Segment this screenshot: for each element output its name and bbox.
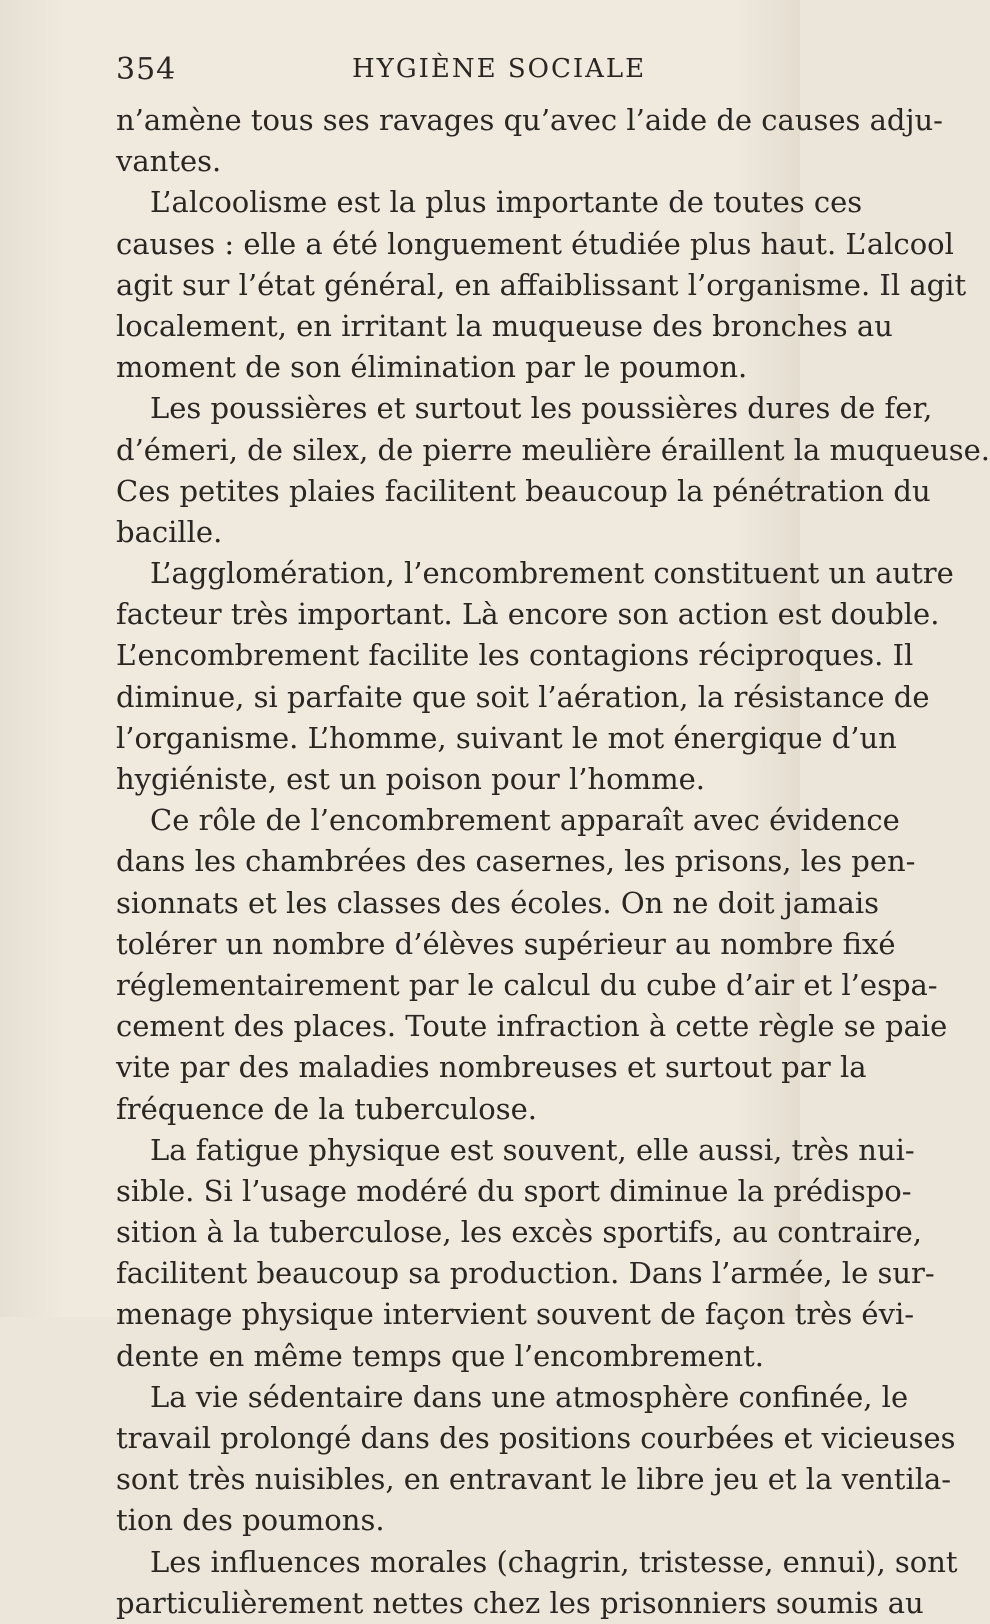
text-line: dans les chambrées des casernes, les prisons, les pen-: [116, 844, 916, 879]
text-line: facilitent beaucoup sa production. Dans l’armée, le sur-: [116, 1256, 935, 1291]
text-line: sition à la tuberculose, les excès sportifs, au contraire,: [116, 1215, 922, 1250]
running-title: HYGIÈNE SOCIALE: [352, 54, 647, 84]
text-line: facteur très important. Là encore son action est double.: [116, 597, 940, 632]
text-line: tion des poumons.: [116, 1503, 385, 1538]
text-line: réglementairement par le calcul du cube d’air et l’espa-: [116, 967, 938, 1002]
text-line: particulièrement nettes chez les prisonniers soumis au: [116, 1585, 924, 1620]
text-line: travail prolongé dans des positions courbées et vicieuses: [116, 1421, 956, 1455]
text-line: L’agglomération, l’encombrement constituent un autre: [150, 556, 954, 591]
text-line: vite par des maladies nombreuses et surtout par la: [116, 1050, 867, 1085]
text-line: agit sur l’état général, en affaiblissant l’organisme. Il agit: [116, 267, 967, 302]
text-line: Ces petites plaies facilitent beaucoup la pénétration du: [116, 473, 931, 508]
text-line: d’émeri, de silex, de pierre meulière éraillent la muqueuse.: [116, 432, 990, 467]
text-line: l’organisme. L’homme, suivant le mot énergique d’un: [116, 720, 897, 755]
text-line: fréquence de la tuberculose.: [116, 1091, 538, 1126]
body-text: [116, 100, 990, 1624]
text-line: hygiéniste, est un poison pour l’homme.: [116, 762, 705, 796]
text-line: localement, en irritant la muqueuse des bronches au: [116, 308, 893, 343]
text-line: causes : elle a été longuement étudiée plus haut. L’alcool: [116, 226, 954, 261]
text-line: sont très nuisibles, en entravant le libre jeu et la ventila-: [116, 1462, 952, 1497]
text-line: menage physique intervient souvent de façon très évi-: [116, 1297, 915, 1332]
text-line: sible. Si l’usage modéré du sport diminue la prédispo-: [116, 1173, 912, 1208]
text-line: diminue, si parfaite que soit l’aération, la résistance de: [116, 679, 930, 714]
text-line: n’amène tous ses ravages qu’avec l’aide de causes adju-: [116, 103, 943, 137]
text-line: La vie sédentaire dans une atmosphère confinée, le: [150, 1379, 909, 1414]
text-line: tolérer un nombre d’élèves supérieur au nombre fixé: [116, 926, 896, 961]
text-line: dente en même temps que l’encombrement.: [116, 1338, 764, 1373]
text-line: Les influences morales (chagrin, tristesse, ennui), sont: [150, 1544, 958, 1579]
text-line: Les poussières et surtout les poussières dures de fer,: [150, 391, 933, 426]
page-number: 354: [116, 52, 177, 87]
text-line: L’encombrement facilite les contagions réciproques. Il: [116, 638, 914, 673]
text-line: vantes.: [116, 144, 222, 179]
text-line: cement des places. Toute infraction à cette règle se paie: [116, 1009, 948, 1044]
text-line: sionnats et les classes des écoles. On ne doit jamais: [116, 885, 879, 920]
text-line: moment de son élimination par le poumon.: [116, 350, 748, 385]
text-line: La fatigue physique est souvent, elle aussi, très nui-: [150, 1132, 915, 1167]
text-line: bacille.: [116, 514, 223, 549]
page-header: [116, 52, 776, 92]
text-line: Ce rôle de l’encombrement apparaît avec évidence: [150, 803, 900, 838]
text-line: L’alcoolisme est la plus importante de toutes ces: [150, 185, 863, 220]
